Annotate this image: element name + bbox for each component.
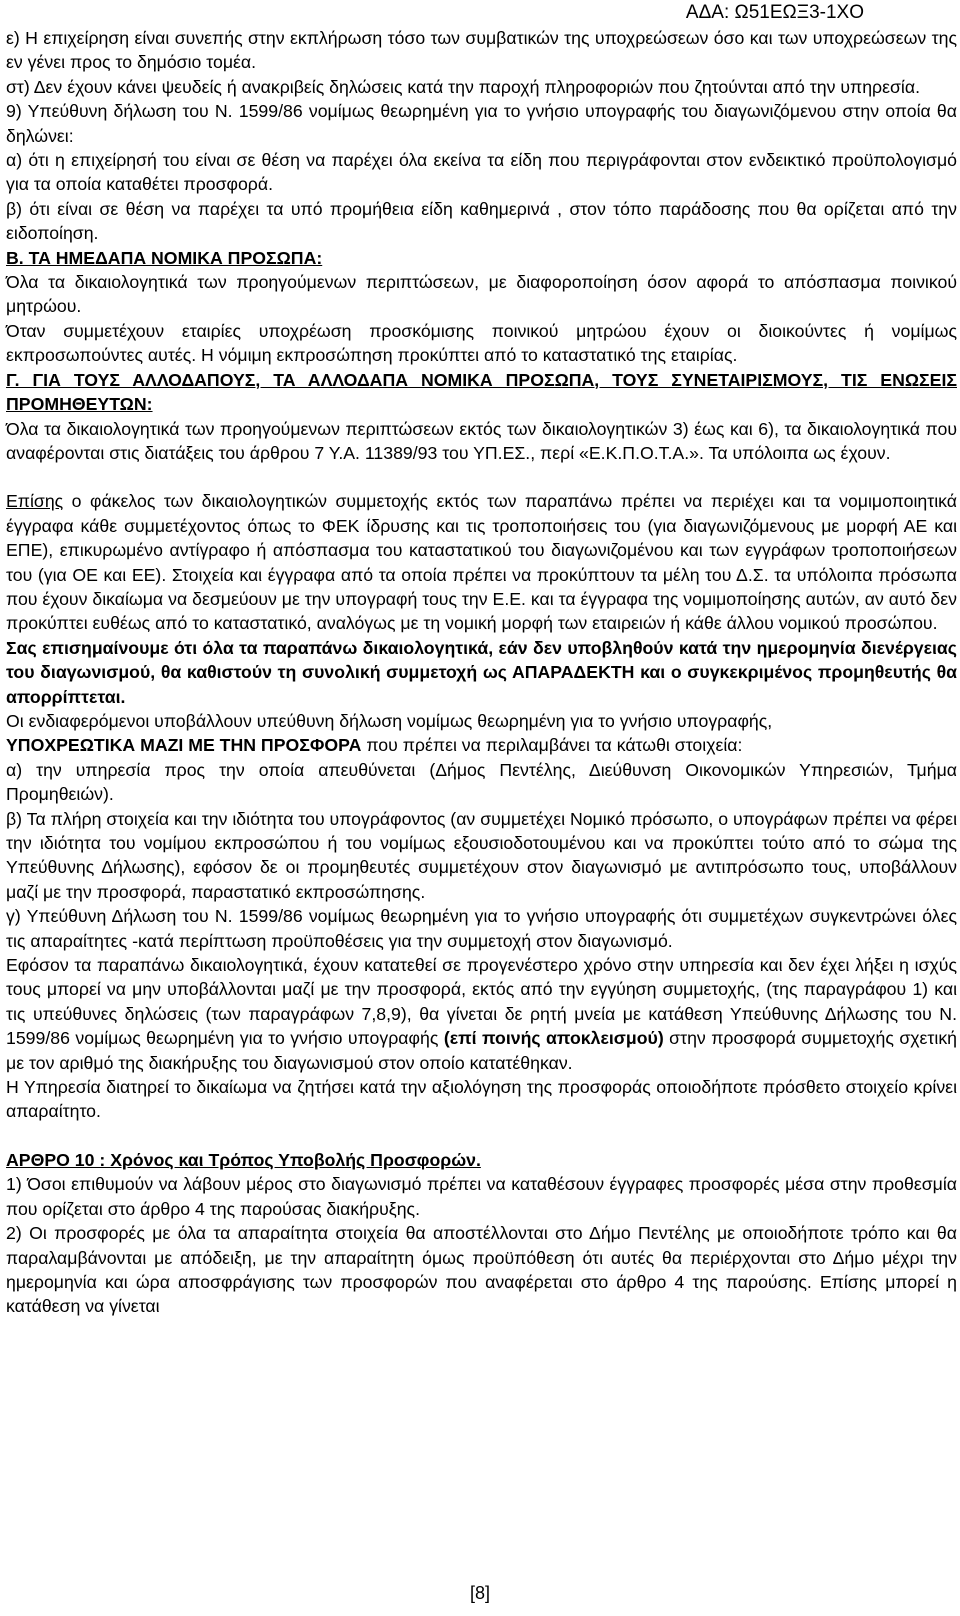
paragraph: Η Υπηρεσία διατηρεί το δικαίωμα να ζητήσει κατά την αξιολόγηση της προσφοράς οποιοδήποτε πρόσθετο στοιχείο κρίνει απαραίτητο. <box>6 1077 957 1122</box>
paragraph: 9) Υπεύθυνη δήλωση του Ν. 1599/86 νομίμως θεωρημένη για το γνήσιο υπογραφής του διαγωνιζόμενου στην οποία θα δηλώνει: <box>6 101 957 146</box>
bold-text: ΥΠΟΧΡΕΩΤΙΚΑ ΜΑΖΙ ΜΕ ΤΗΝ ΠΡΟΣΦΟΡΑ <box>6 735 362 756</box>
paragraph: Όλα τα δικαιολογητικά των προηγούμενων περιπτώσεων, με διαφοροποίηση όσον αφορά το απόσπασμα ποινικού μητρώου. <box>6 272 957 317</box>
paragraph: β) Τα πλήρη στοιχεία και την ιδιότητα του υπογράφοντος (αν συμμετέχει Νομικό πρόσωπο, ο υπογράφων πρέπει να φέρει την ιδιότητα του νομίμου εκπροσώπου ή του νομίμως εξουσιοδοτουμένου και να προκύπτει τούτο από το σώμα της Υπεύθυνης Δήλωσης), εφόσον δε οι προμηθευτές συμμετέχουν στον διαγωνισμό με αντιπρόσωπο τους, υποβάλλουν μαζί με την προσφορά, παραστατικό εκπροσώπησης. <box>6 808 957 902</box>
bold-text: (επί ποινής αποκλεισμού) <box>443 1028 664 1049</box>
paragraph: α) ότι η επιχείρησή του είναι σε θέση να παρέχει όλα εκείνα τα είδη που περιγράφονται στον ενδεικτικό προϋπολογισμό για τα οποία καταθέτει προσφορά. <box>6 150 957 195</box>
paragraph-text: ο φάκελος των δικαιολογητικών συμμετοχής εκτός των παραπάνω πρέπει να περιέχει και τα νομιμοποιητικά έγγραφα κάθε συμμετέχοντος όπως το ΦΕΚ ίδρυσης και τις τροποποιήσεις του (για διαγωνιζόμενους με μορφή ΑΕ και ΕΠΕ), επικυρωμένο αντίγραφο ή απόσπασμα του καταστατικού του διαγωνιζομένου και των εγγράφων τροποποιήσεων του (για ΟΕ και ΕΕ). Στοιχεία και έγγραφα από τα οποία πρέπει να προκύπτουν τα μέλη του Δ.Σ. τα υπόλοιπα πρόσωπα που έχουν δικαίωμα να δεσμεύουν με την υπογραφή τους την Ε.Ε. και τα έγγραφα της νομιμοποίησης αυτών, αν αυτό δεν προκύπτει ευθέως από το καταστατικό, αναλόγως με τη νομική μορφή των εταιρειών ή κάθε άλλου νομικού προσώπου. <box>6 491 957 634</box>
underlined-lead: Επίσης <box>6 491 64 512</box>
document-body <box>6 26 957 1319</box>
paragraph: 1) Όσοι επιθυμούν να λάβουν μέρος στο διαγωνισμό πρέπει να καταθέσουν έγγραφες προσφορές μέσα στην προθεσμία που ορίζεται στο άρθρο 4 της παρούσας διακήρυξης. <box>6 1174 957 1219</box>
paragraph: Όλα τα δικαιολογητικά των προηγούμενων περιπτώσεων εκτός των δικαιολογητικών 3) έως και 6), τα δικαιολογητικά που αναφέρονται στις διατάξεις του άρθρου 7 Υ.Α. 11389/93 του ΥΠ.ΕΣ., περί «Ε.Κ.Π.Ο.Τ.Α.». Τα υπόλοιπα ως έχουν. <box>6 418 957 463</box>
paragraph: γ) Υπεύθυνη Δήλωση του Ν. 1599/86 νομίμως θεωρημένη για το γνήσιο υπογραφής ότι συμμετέχων συγκεντρώνει όλες τις απαραίτητες -κατά περίπτωση προϋποθέσεις για την συμμετοχή στον διαγωνισμό. <box>6 906 957 951</box>
page-number: [8] <box>469 1583 490 1603</box>
warning-paragraph: Σας επισημαίνουμε ότι όλα τα παραπάνω δικαιολογητικά, εάν δεν υποβληθούν κατά την ημερομηνία διενέργειας του διαγωνισμού, θα καθιστούν τη συνολική συμμετοχή ως ΑΠΑΡΑΔΕΚΤΗ και ο συγκεκριμένος προμηθευτής θα απορρίπτεται. <box>6 637 957 707</box>
section-heading-c: Γ. ΓΙΑ ΤΟΥΣ ΑΛΛΟΔΑΠΟΥΣ, ΤΑ ΑΛΛΟΔΑΠΑ ΝΟΜΙΚΑ ΠΡΟΣΩΠΑ, ΤΟΥΣ ΣΥΝΕΤΑΙΡΙΣΜΟΥΣ, ΤΙΣ ΕΝΩΣΕΙΣ ΠΡΟΜΗΘΕΥΤΩΝ: <box>6 369 957 415</box>
paragraph: Οι ενδιαφερόμενοι υποβάλλουν υπεύθυνη δήλωση νομίμως θεωρημένη για το γνήσιο υπογραφής, <box>6 710 773 731</box>
paragraph: ε) Η επιχείρηση είναι συνεπής στην εκπλήρωση τόσο των συμβατικών της υποχρεώσεων όσο και των υποχρεώσεων της εν γένει προς το δημόσιο τομέα. <box>6 28 957 73</box>
paragraph-text: Εφόσον τα παραπάνω δικαιολογητικά, έχουν κατατεθεί σε προγενέστερο χρόνο στην υπηρεσία και δεν έχει λήξει η ισχύς τους μπορεί να μην υποβάλλονται μαζί με την προσφορά, εκτός από την εγγύηση συμμετοχής, (της παραγράφου 1) και τις υπεύθυνες δηλώσεις (των παραγράφων 7,8,9), θα γίνεται δε ρητή μνεία με κατάθεση Υπεύθυνης Δήλωσης του Ν. 1599/86 νομίμως θεωρημένη για το γνήσιο υπογραφής <box>6 955 957 1049</box>
paragraph <box>6 733 957 757</box>
paragraph-text: στην προσφορά συμμετοχής σχετική με τον αριθμό της διακήρυξης του διαγωνισμού στον οποίο κατατέθηκαν. <box>6 1028 957 1073</box>
paragraph: 2) Οι προσφορές με όλα τα απαραίτητα στοιχεία θα αποστέλλονται στο Δήμο Πεντέλης με οποιοδήποτε τρόπο και θα παραλαμβάνονται με απόδειξη, με την απαραίτητη όμως προϋπόθεση ότι αυτές θα περιέρχονται στο Δήμο μέχρι την ημερομηνία και ώρα αποσφράγισης των προσφορών που αναφέρεται στο άρθρο 4 της παρούσης. Επίσης μπορεί η κατάθεση να γίνεται <box>6 1223 957 1317</box>
spacer <box>6 465 957 489</box>
paragraph: στ) Δεν έχουν κάνει ψευδείς ή ανακριβείς δηλώσεις κατά την παροχή πληροφοριών που ζητούνται από την υπηρεσία. <box>6 76 920 97</box>
section-heading-b: Β. ΤΑ ΗΜΕΔΑΠΑ ΝΟΜΙΚΑ ΠΡΟΣΩΠΑ: <box>6 247 323 268</box>
spacer <box>6 1124 957 1148</box>
paragraph: α) την υπηρεσία προς την οποία απευθύνεται (Δήμος Πεντέλης, Διεύθυνση Οικονομικών Υπηρεσιών, Τμήμα Προμηθειών). <box>6 759 957 805</box>
paragraph <box>6 489 957 635</box>
ada-code: ΑΔΑ: Ω51ΕΩΞ3-1ΧΟ <box>685 2 864 23</box>
paragraph <box>6 953 957 1075</box>
paragraph: Όταν συμμετέχουν εταιρίες υποχρέωση προσκόμισης ποινικού μητρώου έχουν οι διοικούντες ή νομίμως εκπροσωπούντες αυτές. Η νόμιμη εκπροσώπηση προκύπτει από το καταστατικό της εταιρίας. <box>6 320 957 366</box>
paragraph: β) ότι είναι σε θέση να παρέχει τα υπό προμήθεια είδη καθημερινά , στον τόπο παράδοσης που θα ορίζεται από την ειδοποίηση. <box>6 198 957 244</box>
paragraph-text: που πρέπει να περιλαμβάνει τα κάτωθι στοιχεία: <box>361 735 743 756</box>
article-heading: ΑΡΘΡΟ 10 : Χρόνος και Τρόπος Υποβολής Προσφορών. <box>6 1149 481 1170</box>
